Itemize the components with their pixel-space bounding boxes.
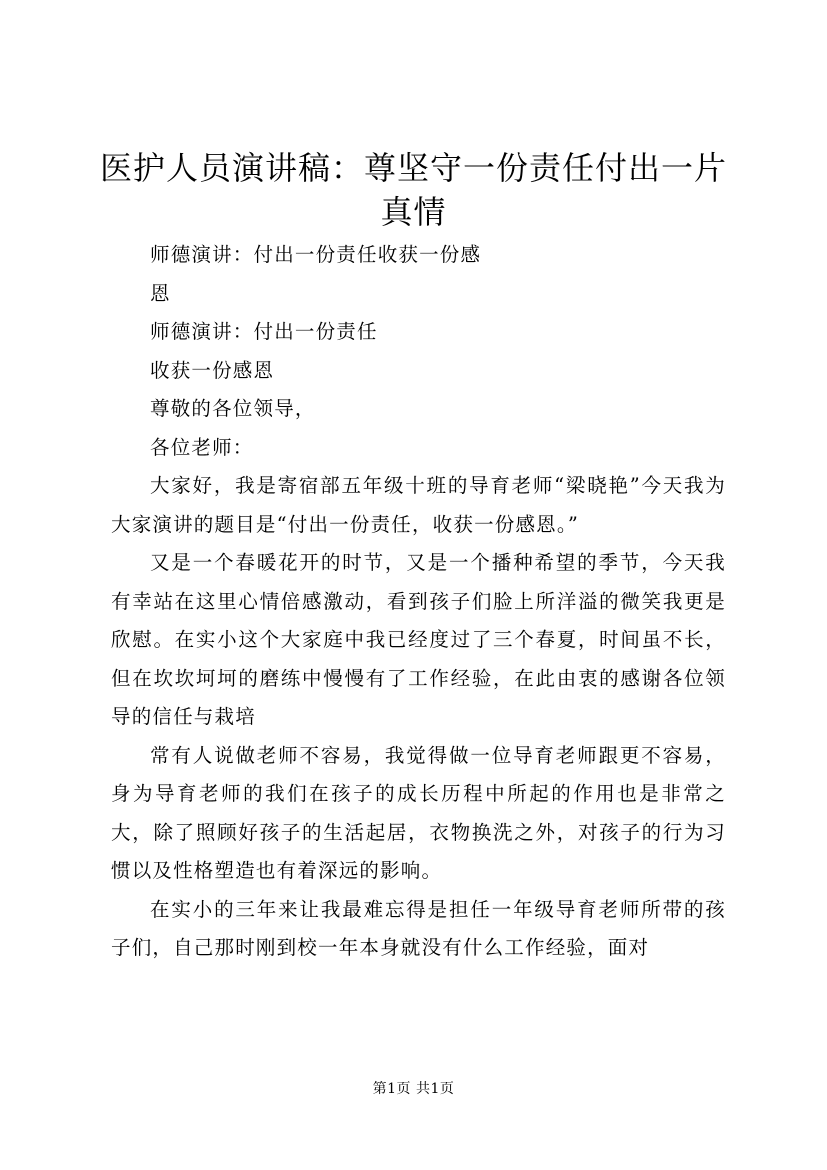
- paragraph-3: 师德演讲：付出一份责任: [150, 320, 378, 343]
- paragraph-8: 又是一个春暖花开的时节，又是一个播种希望的季节，今天我有幸站在这里心情倍感激动，看到孩子们脸上所洋溢的微笑我更是欣慰。在实小这个大家庭中我已经度过了三个春夏，时间虽不长，但在坎坎坷坷的磨练中慢慢有了工作经验，在此由衷的感谢各位领导的信任与栽培: [111, 551, 726, 728]
- paragraph-4: 收获一份感恩: [150, 358, 275, 382]
- page-footer: 第1页 共1页: [372, 1081, 455, 1097]
- paragraph-10: 在实小的三年来让我最难忘得是担任一年级导育老师所带的孩子们，自己那时刚到校一年本身就没有什么工作经验，面对: [111, 897, 726, 959]
- document-title: 医护人员演讲稿：尊坚守一份责任付出一片真情: [100, 149, 728, 231]
- paragraph-6: 各位老师：: [150, 435, 254, 459]
- paragraph-2: 恩: [150, 281, 171, 305]
- paragraph-5: 尊敬的各位领导，: [150, 397, 316, 420]
- paragraph-7: 大家好，我是寄宿部五年级十班的导育老师“梁晓艳”今天我为大家演讲的题目是“付出一份责任，收获一份感恩。”: [111, 474, 726, 536]
- paragraph-9: 常有人说做老师不容易，我觉得做一位导育老师跟更不容易，身为导育老师的我们在孩子的成长历程中所起的作用也是非常之大，除了照顾好孩子的生活起居，衣物换洗之外，对孩子的行为习惯以及性格塑造也有着深远的影响。: [111, 743, 726, 882]
- paragraph-1: 师德演讲：付出一份责任收获一份感: [150, 243, 482, 266]
- document-body: [111, 236, 726, 968]
